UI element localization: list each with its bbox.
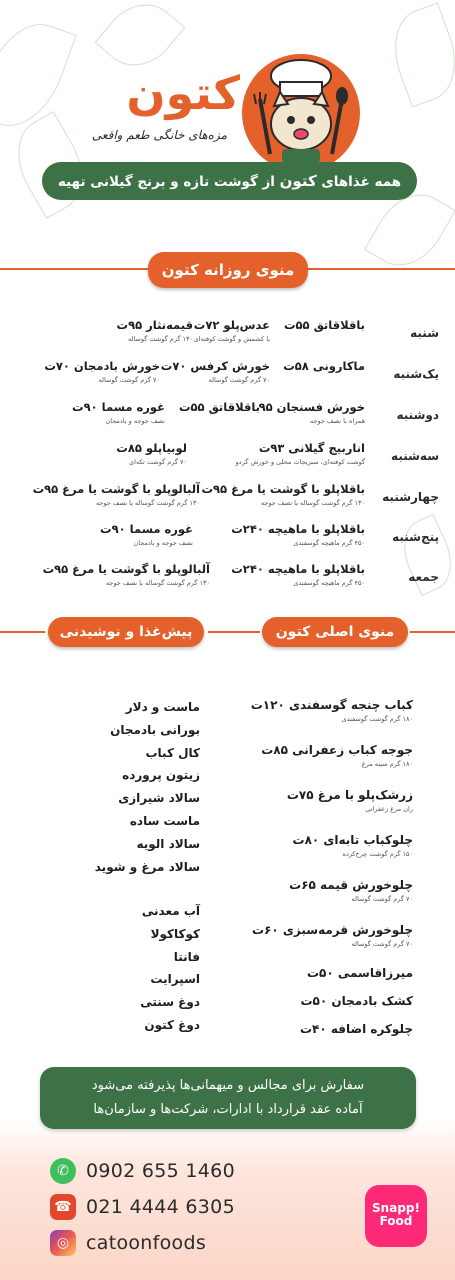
section-divider <box>410 631 455 633</box>
menu-item-name: زرشک‌پلو با مرغ ۷۵ت <box>286 788 413 802</box>
dish <box>33 482 200 507</box>
day-row <box>0 562 455 602</box>
order-line-2: آماده عقد قرارداد با ادارات، شرکت‌ها و سازمان‌ها <box>93 1102 363 1117</box>
menu-item-desc: ران مرغ زعفرانی <box>365 805 413 813</box>
phone-contact[interactable] <box>50 1193 235 1221</box>
main-menu-title: منوی اصلی کتون <box>262 617 408 647</box>
drink-item: دوغ سنتی <box>140 995 200 1010</box>
snappfood-line-1: Snapp! <box>372 1201 420 1215</box>
menu-item <box>223 994 413 1022</box>
dish-desc: ۷۰ گرم گوشت گوساله <box>98 376 160 384</box>
day-name: دوشنبه <box>396 408 439 422</box>
dish-name: غوره مسما ۹۰ت <box>100 522 193 536</box>
menu-item-desc: ۷۰ گرم گوشت گوساله <box>351 895 413 903</box>
day-row <box>0 359 455 399</box>
day-row <box>0 441 455 481</box>
dish-desc: گوشت کوفته‌ای، سبزیجات محلی و خورش گردو <box>235 458 365 466</box>
dish <box>72 400 165 425</box>
dish <box>100 522 193 547</box>
instagram-handle[interactable]: catoonfoods <box>86 1232 207 1254</box>
main-menu-list <box>223 698 413 1050</box>
dish <box>116 441 187 466</box>
menu-item-name: چلوخورش قیمه ۶۵ت <box>289 878 413 892</box>
drink-item: اسپرایت <box>150 972 200 987</box>
dish <box>236 441 365 466</box>
menu-item <box>223 698 413 743</box>
day-name: چهارشنبه <box>382 490 439 504</box>
dish-name: غوره مسما ۹۰ت <box>72 400 165 414</box>
dish <box>284 318 365 335</box>
drink-item: آب معدنی <box>141 904 200 918</box>
dish-desc: نصف جوجه و بادمجان <box>133 539 193 547</box>
tagline: مزه‌های خانگی طعم واقعی <box>91 128 227 142</box>
drinks-list <box>80 904 200 1041</box>
appetizers-list <box>80 700 200 882</box>
dish-desc: ۷۰ گرم گوشت تکه‌ای <box>129 458 187 466</box>
snappfood-line-2: Food <box>379 1214 413 1228</box>
dish-name: ماکارونی ۵۸ت <box>283 359 365 373</box>
day-name: یک‌شنبه <box>393 367 439 381</box>
appetizer-item: ماست و دلار <box>125 700 200 714</box>
dish-desc: ۱۳۰ گرم گوشت گوساله <box>127 335 193 343</box>
day-name: جمعه <box>408 570 439 584</box>
day-name: شنبه <box>410 326 439 340</box>
dish-desc: ۷۰ گرم گوشت گوساله <box>208 376 270 384</box>
dish <box>259 400 365 425</box>
appetizer-item: ماست ساده <box>129 813 200 828</box>
menu-item-name: چلوخورش قرمه‌سبزی ۶۰ت <box>252 923 413 937</box>
menu-item-name: جوجه کباب زعفرانی ۸۵ت <box>261 743 413 757</box>
menu-item <box>223 878 413 923</box>
section-divider <box>0 631 45 633</box>
day-row <box>0 482 455 522</box>
top-banner <box>42 162 417 228</box>
dish-desc: ۱۳۰ گرم گوشت گوساله یا نصف جوجه <box>95 499 200 507</box>
brand-name: کتون <box>126 66 240 120</box>
menu-item <box>223 788 413 833</box>
day-row <box>0 522 455 562</box>
menu-item <box>223 1022 413 1050</box>
dish-name: عدس‌پلو ۷۲ت <box>193 318 270 332</box>
whatsapp-number[interactable]: 0902 655 1460 <box>86 1160 235 1182</box>
day-name: سه‌شنبه <box>391 449 439 463</box>
menu-item-name: میرزاقاسمی ۵۰ت <box>306 966 413 980</box>
appetizer-item: سالاد شیرازی <box>118 791 200 806</box>
dish <box>201 482 365 507</box>
dish-name: قیمه‌نثار ۹۵ت <box>116 318 193 332</box>
appetizer-item: سالاد الویه <box>136 836 200 851</box>
dish-desc: ۱۳۰ گرم گوشت گوساله یا نصف جوجه <box>260 499 365 507</box>
dish-desc: ۴۵۰ گرم ماهیچه گوسفندی <box>293 579 365 587</box>
dish <box>231 522 365 547</box>
drink-item: دوغ کتون <box>144 1017 200 1032</box>
dish <box>194 318 270 343</box>
sides-menu-title: پیش‌غذا و نوشیدنی <box>48 617 204 647</box>
dish <box>231 562 365 587</box>
dish <box>117 318 193 343</box>
dish-name: اناربیج گیلانی ۹۳ت <box>258 441 365 455</box>
dish <box>44 359 160 384</box>
day-row <box>0 318 455 358</box>
order-banner <box>40 1067 416 1129</box>
dish-desc: همراه با نصف جوجه <box>309 417 365 425</box>
dish <box>161 359 270 384</box>
dish-desc: ۱۳۰ گرم گوشت گوساله یا نصف جوجه <box>105 579 210 587</box>
menu-item-name: چلوکره اضافه ۴۰ت <box>299 1022 413 1036</box>
dish-name: آلبالوپلو با گوشت یا مرغ ۹۵ت <box>42 562 210 576</box>
instagram-contact[interactable] <box>50 1229 206 1257</box>
banner-prefix: همه غذاهای <box>321 174 402 190</box>
dish-desc: ۴۵۰ گرم ماهیچه گوسفندی <box>293 539 365 547</box>
dish-name: باقلاپلو با ماهیچه ۲۴۰ت <box>231 522 365 536</box>
dish-name: باقلاپلو با گوشت یا مرغ ۹۵ت <box>201 482 365 496</box>
banner-suffix: از گوشت تازه و برنج گیلانی تهیه میشه! <box>57 174 275 228</box>
dish <box>179 400 260 417</box>
day-row <box>0 400 455 440</box>
appetizer-item: سالاد مرغ و شوید <box>94 859 200 874</box>
menu-item <box>223 966 413 994</box>
appetizer-item: بورانی بادمجان <box>110 722 200 737</box>
dish-name: باقلاپلو با ماهیچه ۲۴۰ت <box>231 562 365 576</box>
appetizer-item: کال کباب <box>145 745 200 760</box>
daily-menu-title: منوی روزانه کتون <box>148 252 308 288</box>
snappfood-logo[interactable] <box>365 1185 427 1247</box>
menu-item <box>223 833 413 878</box>
dish <box>43 562 210 587</box>
cat-chef-logo <box>242 54 360 172</box>
dish-name: آلبالوپلو با گوشت یا مرغ ۹۵ت <box>32 482 200 496</box>
menu-item-desc: ۱۸۰ گرم سینه مرغ <box>361 760 413 768</box>
menu-item <box>223 743 413 788</box>
dish-desc: با کشمش و گوشت کوفته‌ای <box>193 335 270 343</box>
drink-item: فانتا <box>173 949 200 964</box>
whatsapp-icon: ✆ <box>50 1158 76 1184</box>
whatsapp-contact[interactable] <box>50 1157 235 1185</box>
phone-icon: ☎ <box>50 1194 76 1220</box>
section-divider <box>208 631 260 633</box>
instagram-icon: ◎ <box>50 1230 76 1256</box>
dish-desc: نصف جوجه و بادمجان <box>105 417 165 425</box>
dish-name: خورش بادمجان ۷۰ت <box>44 359 160 373</box>
dish <box>283 359 365 376</box>
appetizer-item: زیتون پرورده <box>122 768 200 783</box>
menu-item-name: کباب چنجه گوسفندی ۱۲۰ت <box>250 698 413 712</box>
dish-name: لوبیاپلو ۸۵ت <box>116 441 187 455</box>
banner-brand: کتون <box>279 172 317 190</box>
drink-item: کوکاکولا <box>150 926 200 941</box>
menu-item-desc: ۱۸۰ گرم گوشت گوسفندی <box>341 715 413 723</box>
menu-item-desc: ۱۵۰ گرم گوشت چرخ‌کرده <box>342 850 413 858</box>
day-name: پنج‌شنبه <box>392 530 439 544</box>
phone-number[interactable]: 021 4444 6305 <box>86 1196 235 1218</box>
dish-name: باقلاقاتق ۵۵ت <box>178 400 260 414</box>
menu-item-desc: ۷۰ گرم گوشت گوساله <box>351 940 413 948</box>
menu-item-name: کشک بادمجان ۵۰ت <box>300 994 413 1008</box>
order-line-1: سفارش برای مجالس و میهمانی‌ها پذیرفته می‌شود <box>91 1078 365 1093</box>
menu-item-name: چلوکباب تابه‌ای ۸۰ت <box>292 833 413 847</box>
menu-item <box>223 923 413 966</box>
dish-name: باقلاقاتق ۵۵ت <box>283 318 365 332</box>
dish-name: خورش کرفس ۷۰ت <box>160 359 270 373</box>
dish-name: خورش فسنجان ۹۵ <box>258 400 365 414</box>
